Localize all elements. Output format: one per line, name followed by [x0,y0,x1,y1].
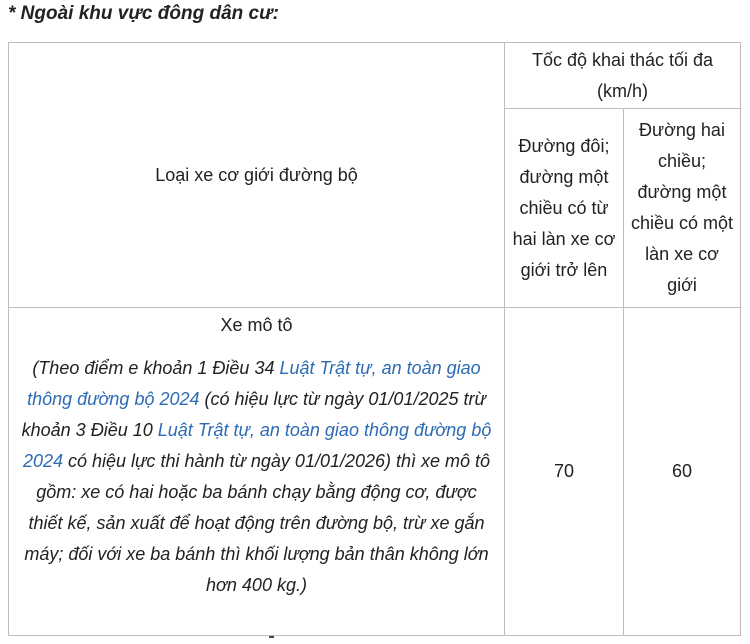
law-link-2[interactable]: Luật Trật tự, an toàn giao thông đường bộ 2024 [22,420,492,471]
table-row [9,308,741,636]
speed-two-way-value: 60 [671,461,693,481]
law-link-1[interactable]: Luật Trật tự, an toàn giao thông đường bộ 2024 [27,358,481,409]
speed-limit-table [8,42,741,636]
vehicle-type-header: Loại xe cơ giới đường bộ [9,43,505,308]
speed-divided-value: 70 [553,461,575,481]
note-text-1: (Theo điểm e khoản 1 Điều 34 [32,358,280,378]
divided-road-header-label: Đường đôi; đường một chiều có từ hai làn xe cơ giới trở lên [512,135,616,280]
vehicle-legal-note [15,353,498,601]
section-heading: * Ngoài khu vực đông dân cư: [8,3,279,24]
max-speed-header: Tốc độ khai thác tối đa (km/h) [505,43,741,109]
note-text-3: có hiệu lực thi hành từ ngày 01/01/2026) thì xe mô tô gồm: xe có hai hoặc ba bánh chạy bằng động cơ, được thiết kế, sản xuất để hoạt động trên đường bộ, trừ xe gắn máy; đối với xe ba bánh thì khối lượng bản thân không lớn hơn 400 kg.) [24,451,491,595]
speed-two-way-cell [624,308,741,636]
speed-divided-cell [505,308,624,636]
divided-road-header [505,109,624,308]
two-way-road-header [624,109,741,308]
two-way-road-header-label: Đường hai chiều; đường một chiều có một làn xe cơ giới [630,120,734,295]
table-header-row [9,43,741,109]
vehicle-name: Xe mô tô [220,315,293,335]
note-text-2: (có hiệu lực từ ngày 01/01/2025 trừ khoản 3 Điều 10 [21,389,486,440]
cut-off-text-fragment [268,636,276,644]
vehicle-cell [9,308,505,636]
